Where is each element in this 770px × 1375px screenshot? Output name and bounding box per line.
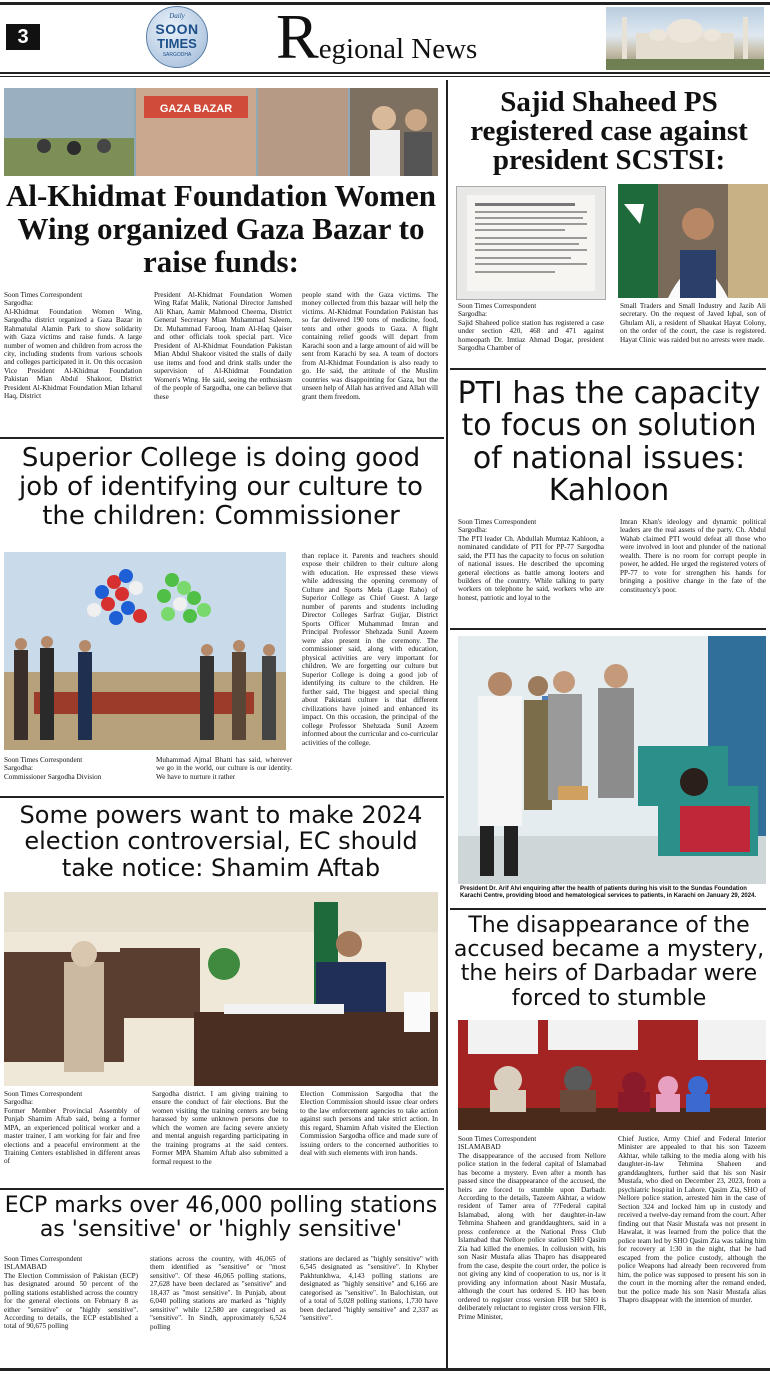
office-graphic bbox=[4, 892, 438, 1086]
section-title bbox=[276, 1, 478, 72]
story1-headline: Al-Khidmat Foundation Women Wing organized Gaza Bazar to raise funds: bbox=[5, 178, 437, 279]
story5-col1: Former Member Provincial Assembly of Punjab Shamim Aftab said, being a former MPA, an experienced political worker and a master trainer, I am working for fair and free elections and a peaceful environment at the Training Centers established in different areas of bbox=[4, 1106, 140, 1166]
story6-body bbox=[458, 1135, 766, 1365]
story7-byline: Soon Times Correspondent bbox=[4, 1255, 83, 1263]
arif-alvi-sundas-photo bbox=[458, 636, 766, 884]
gaza-banner-text: GAZA BAZAR bbox=[159, 103, 233, 115]
story5-dateline: Sargodha: bbox=[4, 1098, 34, 1107]
story5-col3: Election Commission Sargodha that the Election Commission should issue clear orders to the law enforcement agencies to take action against such persons and take strict action. In this regard, Shamim Aftab visited the Election Commission Sargodha office and made sure of issuing orders to the concerned authorities to deal with such elements with iron hands. bbox=[300, 1090, 438, 1158]
logo-text-times: TIMES bbox=[157, 36, 197, 51]
logo-text-soon: SOON bbox=[155, 21, 199, 37]
collage-graphic bbox=[4, 88, 438, 176]
story5-byline: Soon Times Correspondent bbox=[4, 1090, 83, 1098]
caption-bottom-rule bbox=[450, 908, 766, 910]
story4-dateline: Sargodha: bbox=[458, 526, 488, 535]
story2-headline: Sajid Shaheed PS registered case against president SCSTSI: bbox=[470, 86, 748, 176]
portrait-graphic bbox=[618, 184, 768, 298]
logo-small-text: Daily bbox=[169, 12, 185, 20]
masthead-bottom-rule-thin bbox=[0, 76, 770, 77]
story1-byline: Soon Times Correspondent bbox=[4, 291, 83, 299]
page-number: 3 bbox=[17, 26, 29, 48]
story3-bottom-rule bbox=[0, 796, 444, 798]
story1-col3: people stand with the Gaza victims. The money collected from this bazaar will help the victims. Al-Khidmat Foundation Pakistan has so far delivered 190 tons of medicine, food, tents and other goods to Gaza. A flight containing relief goods will depart from Karachi soon and a large amount of aid will be sent from Karachi by sea. A team of doctors from Al-Khidmat Foundation is also ready to go. He said, the attitude of the Muslim countries was disappointing for Gaza, but the unseen help of Allah has arrived and Allah will grant them freedom. bbox=[302, 291, 438, 401]
masthead-bottom-rule bbox=[0, 72, 770, 74]
story4-bottom-rule bbox=[450, 628, 766, 630]
president-scstsi-photo bbox=[618, 184, 768, 298]
story1-bottom-rule bbox=[0, 437, 444, 439]
story4-col1: The PTI leader Ch. Abdullah Mumtaz Kahloon, a nominated candidate of PTI for PP-77 Sargodha said, the PTI has the capacity to focus on solution of national issues. He described the upcoming general elections as battle among looters and builders of the country. While talking to party workers on telephone he said, workers who are honest, patriotic and loyal to the bbox=[458, 534, 604, 602]
story3-dateline: Sargodha: bbox=[4, 764, 34, 773]
story2-dateline: Sargodha: bbox=[458, 310, 488, 319]
story6-headline: The disappearance of the accused became a mystery, the heirs of Darbadar were forced to stumble bbox=[453, 913, 765, 1011]
story6-byline: Soon Times Correspondent bbox=[458, 1135, 537, 1143]
masthead-mosque-photo bbox=[606, 7, 764, 70]
story7-col2: stations across the country, with 46,065 of them identified as "sensitive" or "most sensitive". Of these 46,065 polling stations, 27,628 have been declared as "sensitive" and 18,437 as "most sensitive". In Punjab, about 6,040 polling stations are marked as "highly sensitive" while 12,580 are categorised as "sensitive". In Sindh, approximately 6,524 polling bbox=[150, 1255, 286, 1331]
story7-dateline: ISLAMABAD bbox=[4, 1263, 47, 1272]
story2-col1: Sajid Shaheed police station has registered a case under section 420, 468 and 471 against homeopath Dr. Imtiaz Ahmad Dogar, president Sargodha Chamber of bbox=[458, 318, 604, 353]
story5-col2: Sargodha district. I am giving training to ensure the conduct of fair elections. But the women visiting the training centers are being harassed by some unknown persons due to which the women are facing severe anxiety and mental anguish regarding participating in the training programs at the said centers. Former MPA Shamim Aftab also submitted a formal request to the bbox=[152, 1090, 288, 1166]
story7-col3: stations are declared as "highly sensitive" with 6,545 designated as "sensitive". In Khyber Pakhtunkhwa, 4,143 polling stations are designated as "highly sensitive" and 6,166 are categorised as "sensitive". In Balochistan, out of a total of 5,028 polling stations, 1,730 have been declared "highly sensitive" and 2,337 as "sensitive". bbox=[300, 1255, 438, 1323]
column-divider bbox=[446, 80, 448, 1370]
story5-headline: Some powers want to make 2024 election controversial, EC should take notice: Shamim Aftab bbox=[19, 801, 423, 882]
story1-body bbox=[4, 291, 438, 427]
story6-col2: Chief Justice, Army Chief and Federal Interior Minister are appealed to that his son Tazeem Akhtar, while talking to the media along with his daughter-in-law Tehmina Shaheen and granddaughters, further said that his son Nasir Mustafa, who died on December 23, 2023, from a psychiatric hospital in Lahore. Qasim Zia, SHO of Nellore police station, arrested him in the case of Section 324 and locked him up in custody and received a twelve-day remand from the court. After finding out that Nasir Mustafa was not present in Hawalat, it was learned from the police that the police team led by SHO Qasim Zia was taking him for recovery at 1:30 in the night, that he had escaped from the police custody, although the police Weapons had already been recovered from him, the police was supposed to present his son in the court in the morning after the remand ended, but the police made his son Nasir Mustafa alias Thapro disappear with the intention of murder. bbox=[618, 1135, 766, 1305]
document-graphic bbox=[457, 187, 605, 299]
story1-dateline: Sargodha: bbox=[4, 299, 34, 308]
shamim-aftab-office-photo bbox=[4, 892, 438, 1086]
story5-bottom-rule bbox=[0, 1188, 444, 1190]
hospital-visit-graphic bbox=[458, 636, 766, 884]
story6-dateline: ISLAMABAD bbox=[458, 1143, 501, 1152]
story4-body bbox=[458, 518, 766, 622]
newspaper-logo bbox=[146, 6, 208, 68]
story3-col2: Muhammad Ajmal Bhatti has said, wherever we go in the world, our culture is our identity. We have to nurture it rather bbox=[156, 756, 292, 781]
section-title-rest: egional News bbox=[318, 33, 478, 65]
arif-alvi-photo-caption: President Dr. Arif Alvi enquiring after the health of patients during his visit to the Sundas Foundation Karachi Centre, providing blood and hematological services to patients, in Karachi on January 29, 2024. bbox=[460, 886, 757, 900]
story4-col2: Imran Khan's ideology and dynamic political leaders are the real assets of the party. Ch. Abdul Wahab claimed PTI would defeat all those who were involved in loot and plunder of the national wealth. There is no room for corrupt people in power, he added. He urged the registered voters of PP-77 to vote for strengthen his hands for bringing a positive change in the fate of the constituency's poor. bbox=[620, 518, 766, 594]
story4-headline: PTI has the capacity to focus on solution of national issues: Kahloon bbox=[457, 376, 761, 509]
fir-document-photo bbox=[456, 186, 606, 300]
story7-body bbox=[4, 1255, 438, 1365]
story7-headline: ECP marks over 46,000 polling stations as 'sensitive' or 'highly sensitive' bbox=[4, 1193, 438, 1243]
story3-byline: Soon Times Correspondent bbox=[4, 756, 83, 764]
story5-body bbox=[4, 1090, 438, 1182]
top-rule bbox=[0, 2, 770, 5]
gaza-bazar-photo-collage bbox=[4, 88, 438, 176]
story3-body bbox=[4, 552, 438, 792]
story6-col1: The disappearance of the accused from Nellore police station in the federal capital of Islamabad has become a mystery. Even after a month has passed since the disappearance of the accused, the heirs are forced to stumble upon Darbadr. According to the details, Tazeem Akhtar, a widow resident of Tamer area of ??Federal capital Islamabad, along with her daughter-in-law Tehmina Shaheen and granddaughters, said in a press conference at the National Press Club Islamabad that Nellore police station SHO Qasim Zia had killed the enemies. In collusion with, his son Nasir Mustafa alias Thapro has disappeared from the case, despite the court order, the police is not giving any kind of cooperation to us, nor is it providing any information about Nasir Mustafa, although the court has ordered S. HO has been ordered to register cross version FIR but SHO is deliberately reluctant to register cross version FIR, Prime Minister, bbox=[458, 1151, 606, 1321]
section-title-initial: R bbox=[276, 1, 319, 72]
logo-sub-text: SARGODHA bbox=[162, 52, 192, 58]
bottom-rule bbox=[0, 1368, 770, 1371]
story1-col2: President Al-Khidmat Foundation Women Wing Rafat Malik, National Director Jamshed Ali Khan, Aamir Mahmood Cheema, District General Secretary Mian Muhammad Saleem, Dr. Muhammad Farooq, Inam Al-Haq Qaiser and other officials took special part. Vice President of Al-Khidmat Foundation Pakistan Mian Abdul Shakoor visited the stalls of daily use items and food and drink stalls under the supervision of Al-Khidmat Foundation Women's Wing. He said, seeing the enthusiasm of the people of Sargodha, one can believe that these bbox=[154, 291, 292, 401]
story4-byline: Soon Times Correspondent bbox=[458, 518, 537, 526]
story2-body bbox=[458, 302, 766, 364]
press-conference-graphic bbox=[458, 1020, 766, 1130]
story2-bottom-rule bbox=[450, 368, 766, 370]
story3-col1: Commissioner Sargodha Division bbox=[4, 772, 102, 781]
story2-col2: Small Traders and Small Industry and Jazib Ali secretary. On the request of Javed Iqbal, son of Ghulam Ali, a resident of Shaukat Hayat Colony, on the order of the court, the case is registered. Hayat Clinic was raided but no arrests were made. bbox=[620, 302, 766, 344]
story7-col1: The Election Commission of Pakistan (ECP) has designated around 50 percent of the polling stations established across the country for the general elections on February 8 as either "sensitive" or "highly sensitive". According to details, the ECP established a total of 90,675 polling bbox=[4, 1271, 138, 1331]
story3-headline: Superior College is doing good job of identifying our culture to the children: Commissioner bbox=[19, 443, 423, 532]
mosque-illustration bbox=[606, 7, 764, 70]
story1-col1: Al-Khidmat Foundation Women Wing, Sargodha district organized a Gaza Bazar in Rahmatulal Alamin Park to show solidarity with Gaza victims and raise funds. A large number of women and children from across the city, including students from various schools and colleges participated in it. On this occasion Vice President Al-Khidmat Foundation Pakistan Mian Abdul Shakoor, District President Al-Khidmat Foundation Mian Izharul Haq, District bbox=[4, 307, 142, 401]
story2-byline: Soon Times Correspondent bbox=[458, 302, 537, 310]
story3-col3: than replace it. Parents and teachers should expose their children to their culture along with education. He expressed these views while addressing the opening ceremony of Culture and Sports Mela (Lage Raho) of Superior College as Chief Guest. A large number of parents and students including Director Colleges Sarfraz Gujjar, District Sports Officer Muhammad Imran and Principal Professor Shehzada Sunil Azeem were also present in the ceremony. The commissioner said, along with education, physical activities are very important for children. We are forgetting our culture but Superior College is doing a good job of identifying its culture to the children. He further said, The biggest and special thing about Pakistani culture is that different civilizations have joined and enhanced its impact. On this occasion, the principal of the college Professor Shehzada Sunil Azeem informed about the curricular and co-curricular activities of the college. bbox=[302, 552, 438, 747]
press-conference-photo bbox=[458, 1020, 766, 1130]
page-number-box bbox=[6, 24, 40, 50]
